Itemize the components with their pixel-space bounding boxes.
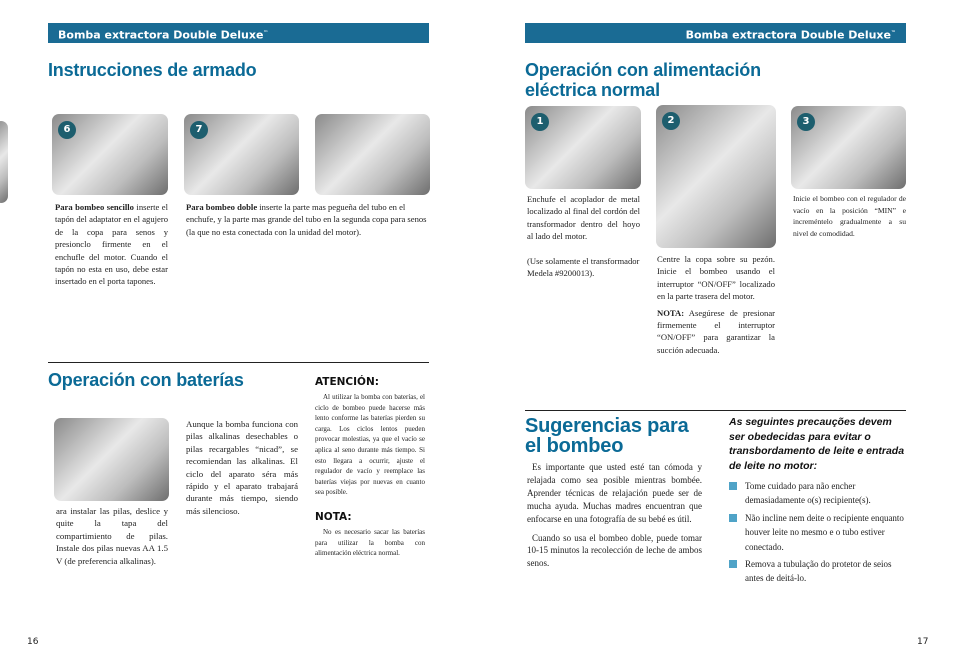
precautions-title: As seguintes precauções devem ser obedecidas para evitar o transbordamento de leite e entrada de leite no motor: [729,416,905,472]
item-text: Tome cuidado para não encher demasiadamente o(s) recipiente(s). [745,481,871,506]
page-number: 16 [27,637,39,647]
right-header-bar [525,23,906,43]
step-badge: 6 [58,121,76,139]
divider [525,410,906,411]
left-header-bar [48,23,429,43]
item-text: Não incline nem deite o recipiente enquanto houver leite no mesmo e o tubo estiver conectado. [745,512,904,552]
step-badge: 2 [662,112,680,130]
tips-body [527,461,702,570]
step-7-photo [184,114,299,195]
precautions-box [729,415,909,589]
title-line: Sugerencias para [525,415,689,437]
page-number: 17 [917,637,929,647]
header-text: Bomba extractora Double Deluxe [58,28,264,42]
step-3-text: Inicie el bombeo con el regulador de vacío en la posición “MIN” e increméntelo gradualmente a su nivel de comodidad. [793,194,906,238]
bullet-icon [729,560,737,568]
nota-text: No es necesario sacar las baterías para utilizar la bomba con alimentación eléctrica normal. [315,527,425,558]
divider [48,362,429,363]
page-title: Instrucciones de armado [48,60,257,80]
tube-photo [315,114,430,195]
title-line: el bombeo [525,435,624,457]
step-badge: 3 [797,113,815,131]
step-note: Asegúrese de presionar firmemente el interruptor “ON/OFF” para garantizar la succión adecuada. [657,307,775,355]
battery-caption: ara instalar las pilas, deslice y quite la tapa del compartimiento de pilas. Instale dos pilas nuevas AA 1.5 V (de preferencia alkalinas). [56,506,168,566]
list-item [729,511,909,554]
section-title [525,416,689,456]
bullet-icon [729,482,737,490]
step-badge: 1 [531,113,549,131]
nota-title: NOTA: [315,510,352,523]
list-item [729,479,909,508]
trademark: ™ [891,30,896,36]
step-lead: Para bombeo sencillo [55,202,134,212]
battery-text: Aunque la bomba funciona con pilas alkalinas desechables o pilas recargables “nicad”, se recomiendan las alkalinas. El ciclo del aparato séra más rápido y el aparato trabajará durante más tiempo, siendo más silencioso. [186,419,298,516]
list-item [729,557,909,586]
item-text: Remova a tubulação do protetor de seios antes de deitá-lo. [745,559,892,584]
step-3-photo [791,106,906,189]
step-note: (Use solamente el transformador Medela #9200013). [527,255,640,279]
step-badge: 7 [190,121,208,139]
battery-photo [54,418,169,501]
page-title [525,60,761,100]
attention-title: ATENCIÓN: [315,376,379,388]
trademark: ™ [263,30,269,36]
attention-box [315,375,425,559]
step-2-text [657,253,775,356]
step-2-photo [656,105,776,248]
bullet-icon [729,514,737,522]
step-6-text [55,201,168,288]
precautions-list [729,479,909,586]
attention-text: Al utilizar la bomba con baterías, el ciclo de bombeo puede hacerse más lento conforme las baterías pierden su carga. Los ciclos lentos pueden provocar molestias, ya que el vacío se aplica al seno durante más tiempo. Si esto llegara a ocurrir, ajuste el regulador de vacío y reemplace las baterías viejas por nuevas en cuanto sea posible. [315,393,425,497]
tips-paragraph-2: Cuando so usa el bombeo doble, puede tomar 10-15 minutos la recolección de leche de ambos senos. [527,532,702,569]
step-body: inserte la parte mas pegueña del tubo en el enchufe, y la parte mas grande del tubo en la segunda copa para senos (la que no esta conectada con la unidad del motor). [186,202,427,237]
header-text: Bomba extractora Double Deluxe [685,28,891,42]
photo-edge [0,121,8,203]
tips-paragraph-1: Es importante que usted esté tan cómoda y relajada como sea posible mientras bombée. Aprender técnicas de relajación puede ser de mucha ayuda. Muchas madres encuentran que enfocarse en una fotografía de su bebé es útil. [527,462,702,524]
step-6-photo [52,114,168,195]
note-lead: NOTA: [657,307,685,318]
section-title: Operación con baterías [48,370,244,390]
title-line: Operación con alimentación [525,60,761,80]
step-1-photo [525,106,641,189]
step-1-text [527,193,640,279]
title-line: eléctrica normal [525,80,660,100]
step-7-text [186,201,429,238]
step-body: inserte el tapón del adaptator en el agujero de la copa para senos y presionclo firmente en el enchufle del motor. Cuando el tapón no esta en uso, debe estar insertado en el porta tapones. [55,202,169,287]
step-body: Enchufe el acoplador de metal localizado al final del cordón del transformador dentro del hoyo al lado del motor. [527,194,640,242]
step-body: Centre la copa sobre su pezón. Inicie el bombeo usando el interruptor “ON/OFF” localizado en la parte trasera del motor. [657,254,775,302]
step-lead: Para bombeo doble [186,202,258,212]
